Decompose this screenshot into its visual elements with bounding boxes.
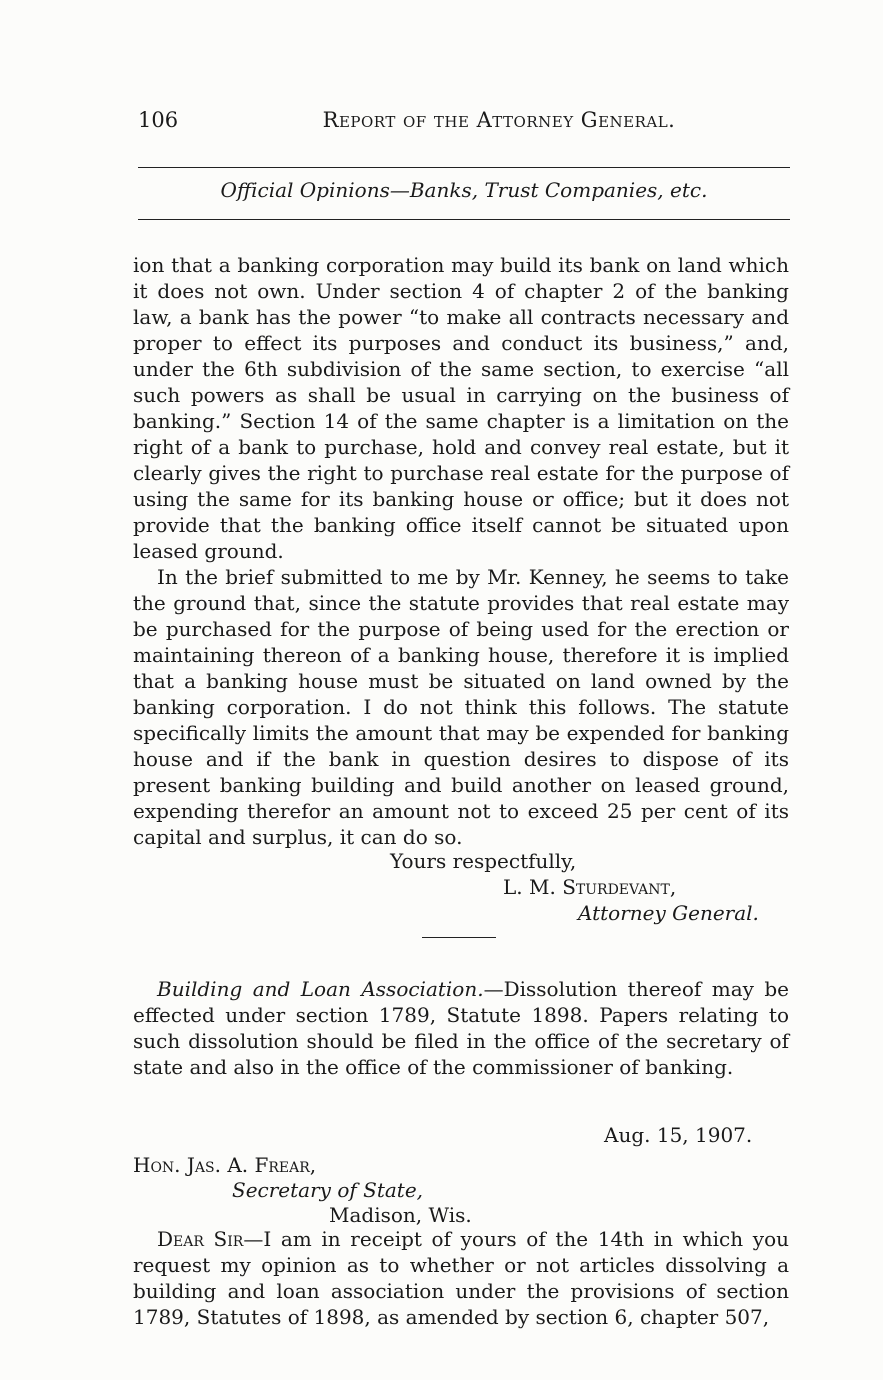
running-title: Report of the Attorney General.: [322, 108, 676, 132]
syllabus-topic: Building and Loan Association.: [157, 977, 484, 1001]
recipient-name: Jas. A. Frear,: [186, 1153, 317, 1177]
letter-body: [133, 1226, 789, 1330]
letter-body-text: —I am in receipt of yours of the 14th in which you request my opinion as to whether or not articles dissolving a building and loan association under the provisions of section 1789, Statutes of 1898, as amended by section 6, chapter 507,: [133, 1227, 789, 1329]
running-head: [138, 108, 790, 138]
letter-salutation: Dear Sir: [157, 1227, 244, 1251]
opinion-paragraph-2: In the brief submitted to me by Mr. Kenney, he seems to take the ground that, since the statute provides that real estate may be purchased for the purpose of being used for the erection or maintaining thereon of a banking house, therefore it is implied that a banking house must be situated on land owned by the banking corporation. I do not think this follows. The statute specifically limits the amount that may be expended for banking house and if the bank in question desires to dispose of its present banking building and build another on leased ground, expending therefor an amount not to exceed 25 per cent of its capital and surplus, it can do so.: [133, 565, 789, 849]
top-rule: [138, 167, 790, 168]
syllabus-text: —Dissolution thereof may be effected under section 1789, Statute 1898. Papers relating to such dissolution should be filed in the office of the secretary of state and also in the office of the commissioner of banking.: [133, 977, 789, 1079]
opinion-body: [133, 252, 789, 850]
signer-initials: L. M.: [503, 875, 556, 899]
closing-salutation: Yours respectfully,: [390, 849, 577, 873]
bottom-rule: [138, 219, 790, 220]
syllabus: [133, 976, 789, 1080]
letter-date: Aug. 15, 1907.: [604, 1123, 753, 1147]
signer-name: [503, 874, 676, 900]
recipient-location: Madison, Wis.: [329, 1203, 472, 1227]
page-number: 106: [138, 108, 179, 132]
recipient-honorific: Hon.: [133, 1153, 181, 1177]
letter-recipient: [133, 1152, 316, 1178]
section-divider: [422, 937, 496, 938]
opinion-paragraph-1: ion that a banking corporation may build its bank on land which it does not own. Under section 4 of chapter 2 of the banking law, a bank has the power “to make all contracts necessary and proper to effect its purposes and conduct its business,” and, under the 6th subdivision of the same section, to exercise “all such powers as shall be usual in carrying on the business of banking.” Section 14 of the same chapter is a limitation on the right of a bank to purchase, hold and convey real estate, but it clearly gives the right to purchase real estate for the purpose of using the same for its banking house or office; but it does not provide that the banking office itself cannot be situated upon leased ground.: [133, 253, 789, 563]
signer-surname: Sturdevant,: [562, 875, 677, 899]
signer-title: Attorney General.: [578, 901, 759, 925]
section-heading: Official Opinions—Banks, Trust Companies, etc.: [220, 178, 708, 202]
recipient-title: Secretary of State,: [232, 1178, 424, 1202]
